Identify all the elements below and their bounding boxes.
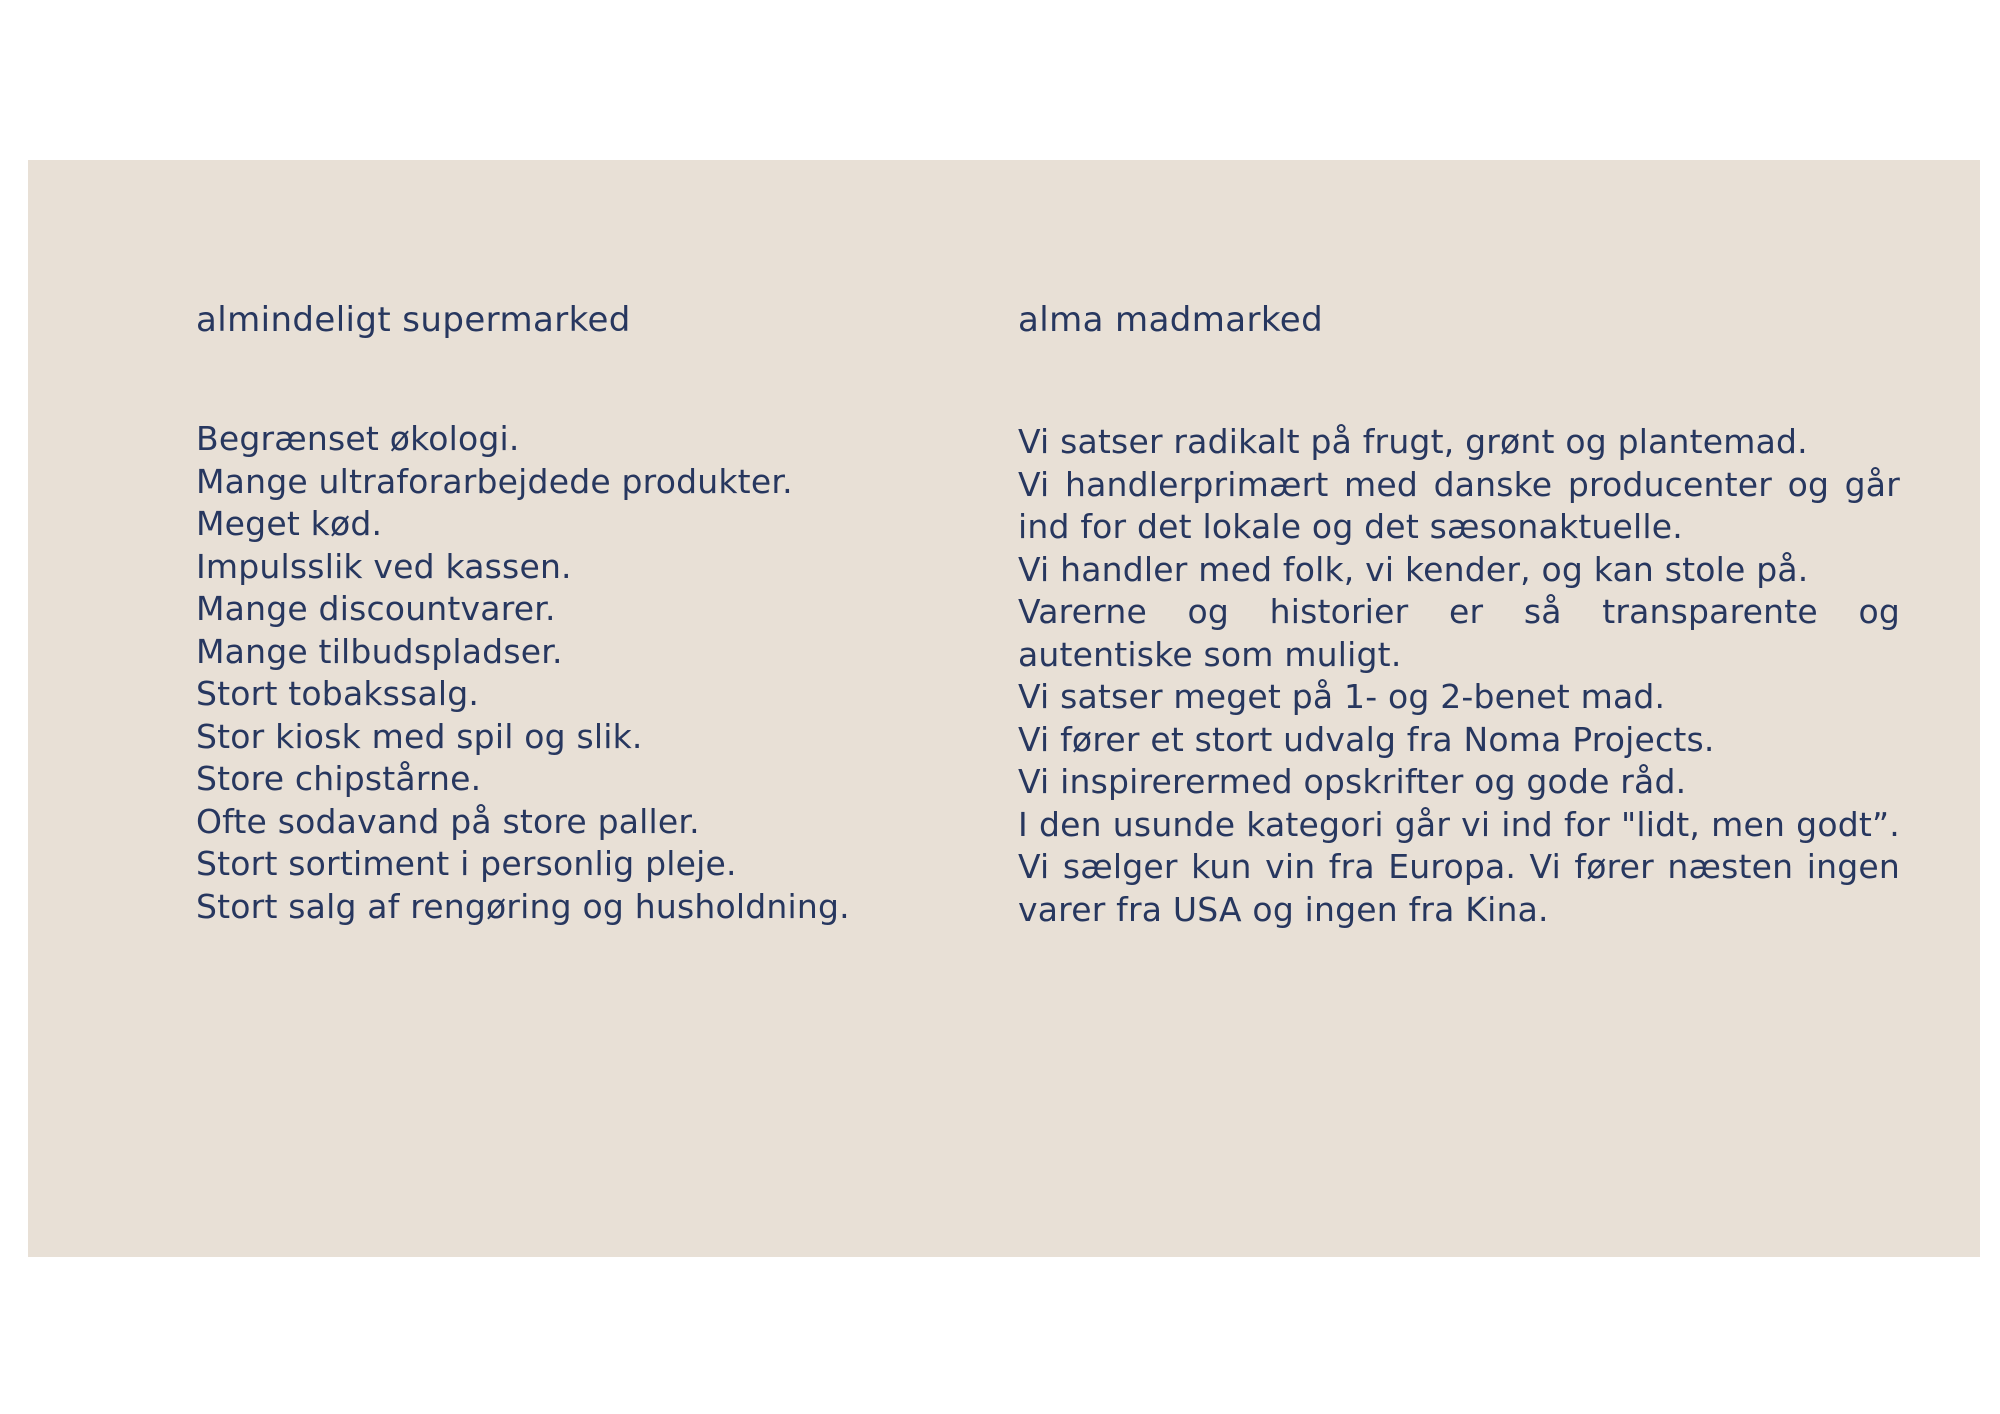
list-item: Mange discountvarer.: [196, 589, 556, 628]
alma-text: [1018, 421, 1900, 931]
supermarket-list: [196, 418, 956, 928]
alma-paragraph: Vi handler med folk, vi kender, og kan stole på.: [1018, 549, 1809, 589]
alma-paragraph: Vi satser meget på 1- og 2-benet mad.: [1018, 677, 1666, 716]
comparison-panel: [28, 160, 1980, 1257]
list-item: Stort salg af rengøring og husholdning.: [196, 886, 850, 926]
list-item: Ofte sodavand på store paller.: [196, 801, 700, 841]
list-item: Impulsslik ved kassen.: [196, 546, 572, 586]
alma-paragraph: Vi satser radikalt på frugt, grønt og plantemad.: [1018, 422, 1808, 461]
alma-paragraph: Vi fører et stort udvalg fra Noma Projects.: [1018, 719, 1715, 759]
alma-paragraph: Vi handlerprimært med danske producenter og går ind for det lokale og det sæsonaktuelle.: [1018, 464, 1900, 546]
list-item: Stort tobakssalg.: [196, 674, 480, 713]
supermarket-heading: almindeligt supermarked: [196, 300, 631, 340]
alma-paragraph: Varerne og historier er så transparente og autentiske som muligt.: [1018, 592, 1900, 674]
alma-paragraph: I den usunde kategori går vi ind for "lidt, men godt”. Vi sælger kun vin fra Europa. Vi fører næsten ingen varer fra USA og ingen fra Kina.: [1018, 804, 1900, 929]
alma-heading: alma madmarked: [1018, 300, 1324, 340]
list-item: Mange ultraforarbejdede produkter.: [196, 461, 793, 501]
list-item: Stort sortiment i personlig pleje.: [196, 844, 737, 883]
list-item: Store chipstårne.: [196, 759, 482, 798]
list-item: Stor kiosk med spil og slik.: [196, 716, 643, 756]
list-item: Mange tilbudspladser.: [196, 631, 563, 671]
list-item: Begrænset økologi.: [196, 419, 520, 458]
list-item: Meget kød.: [196, 504, 383, 543]
alma-paragraph: Vi inspirerermed opskrifter og gode råd.: [1018, 762, 1687, 801]
